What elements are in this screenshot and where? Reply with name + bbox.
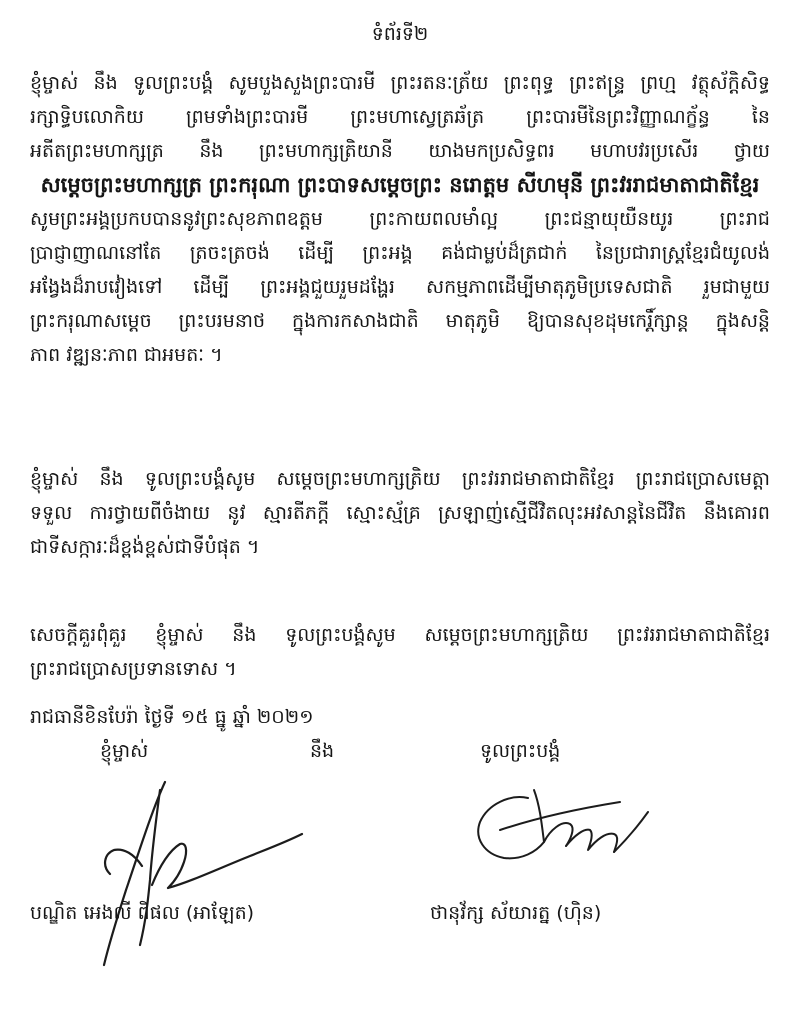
paragraph-line: អតីតព្រះមហាក្សត្រ នឹង ព្រះមហាក្សត្រិយានី យាងមកប្រសិទ្ធពរ មហាបវរប្រសើរ ថ្វាយ — [30, 140, 770, 162]
paragraph-line: អង្វែងដ៏រាបវៀងទៅ ដើម្បី ព្រះអង្គជួយរួមដង្ហែរ សកម្មភាពដើម្បីមាតុភូមិប្រទេសជាតិ រួមជាមួយ — [30, 276, 770, 298]
paragraph-line: ទទួល ការថ្វាយពីចំងាយ នូវ ស្មារតីភក្តី ស្មោះស្ម័គ្រ ស្រឡាញ់ស្មើជីវិតលុះអវសាន្តនៃជីវិត នឹងគោរព — [30, 502, 770, 524]
paragraph-line: ប្រាជ្ញាញាណនៅតែ ត្រចះត្រចង់ ដើម្បី ព្រះអង្គ គង់ជាម្លប់ដ៏ត្រជាក់ នៃប្រជារាស្រ្តខ្មែរជំយូលង់ — [30, 242, 770, 264]
paragraph-line: ជាទីសក្ការៈដ៏ខ្ពង់ខ្ពស់ជាទីបំផុត ។ — [30, 536, 260, 558]
paragraph-closing — [30, 618, 770, 686]
paragraph-line: រក្សាទិ្ធបលោកិយ ព្រមទាំងព្រះបារមី ព្រះមហាស្វេត្រឆ័ត្រ ព្រះបារមីនៃព្រះវិញ្ញាណក្ខ័ន្ធ នៃ — [30, 106, 770, 128]
signatory-name-right: ថានុវ័ក្ស ស័យារត្ន (ហ៊ិន) — [430, 902, 602, 924]
handwritten-signature-right — [470, 780, 660, 880]
paragraph-line: ភាព វឌ្ឍនៈភាព ជាអមតៈ ។ — [30, 344, 223, 366]
signatory-name-left: បណ្ឌិត អេងលី ពិផល (អាឡែត) — [30, 902, 255, 924]
signatory-role-right: ទូលព្រះបង្គំ — [480, 740, 561, 762]
paragraph-line: សេចក្តីគួរពុំគួរ ខ្ញុំម្ចាស់ នឹង ទូលព្រះបង្គំសូម សម្តេចព្រះមហាក្សត្រិយ ព្រះវររាជមាតាជាតិខ្មែរ — [30, 624, 770, 646]
paragraph-line: ខ្ញុំម្ចាស់ នឹង ទូលព្រះបង្គំសូម សម្តេចព្រះមហាក្សត្រិយ ព្រះវររាជមាតាជាតិខ្មែរ ព្រះរាជប្រោសមេត្តា — [30, 468, 770, 490]
paragraph-loyalty — [30, 462, 770, 564]
handwritten-signature-left — [90, 770, 310, 970]
signatory-conjunction: នឹង — [310, 740, 335, 762]
page-number: ទំព័រទី២ — [371, 23, 429, 45]
paragraph-line: ខ្ញុំម្ចាស់ នឹង ទូលព្រះបង្គំ សូមបួងសួងព្រះបារមី ព្រះរតនៈត្រ័យ ព្រះពុទ្ធ ព្រះឥន្ទ្រ ព្រហ្ម វត្ថុស័ក្តិសិទ្ធ — [30, 72, 770, 94]
paragraph-line: ព្រះករុណាសម្តេច ព្រះបរមនាថ ក្នុងការកសាងជាតិ មាតុភូមិ ឱ្យបានសុខដុមកេរ្តិ៍ក្សាន្ត ក្នុងសន្តិ — [30, 310, 770, 332]
paragraph-line: ព្រះរាជប្រោសប្រទានទោស ។ — [30, 658, 237, 680]
paragraph-blessing — [30, 66, 770, 372]
paragraph-line: សូមព្រះអង្គប្រកបបាននូវព្រះសុខភាពឧត្តម ព្រះកាយពលមាំល្អ ព្រះជន្មាយុយឺនយូរ ព្រះរាជ — [30, 208, 770, 230]
place-and-date: រាជធានីខិនបែរ៉ា ថ្ងៃទី ១៥ ធ្នូ ឆ្នាំ ២០២១ — [30, 706, 314, 728]
signatory-role-left: ខ្ញុំម្ចាស់ — [100, 740, 149, 762]
royal-title-line: សម្តេចព្រះមហាក្សត្រ ព្រះករុណា ព្រះបាទសម្តេចព្រះ នរោត្តម សីហមុនី ព្រះវររាជមាតាជាតិខ្មែរ — [40, 173, 760, 197]
